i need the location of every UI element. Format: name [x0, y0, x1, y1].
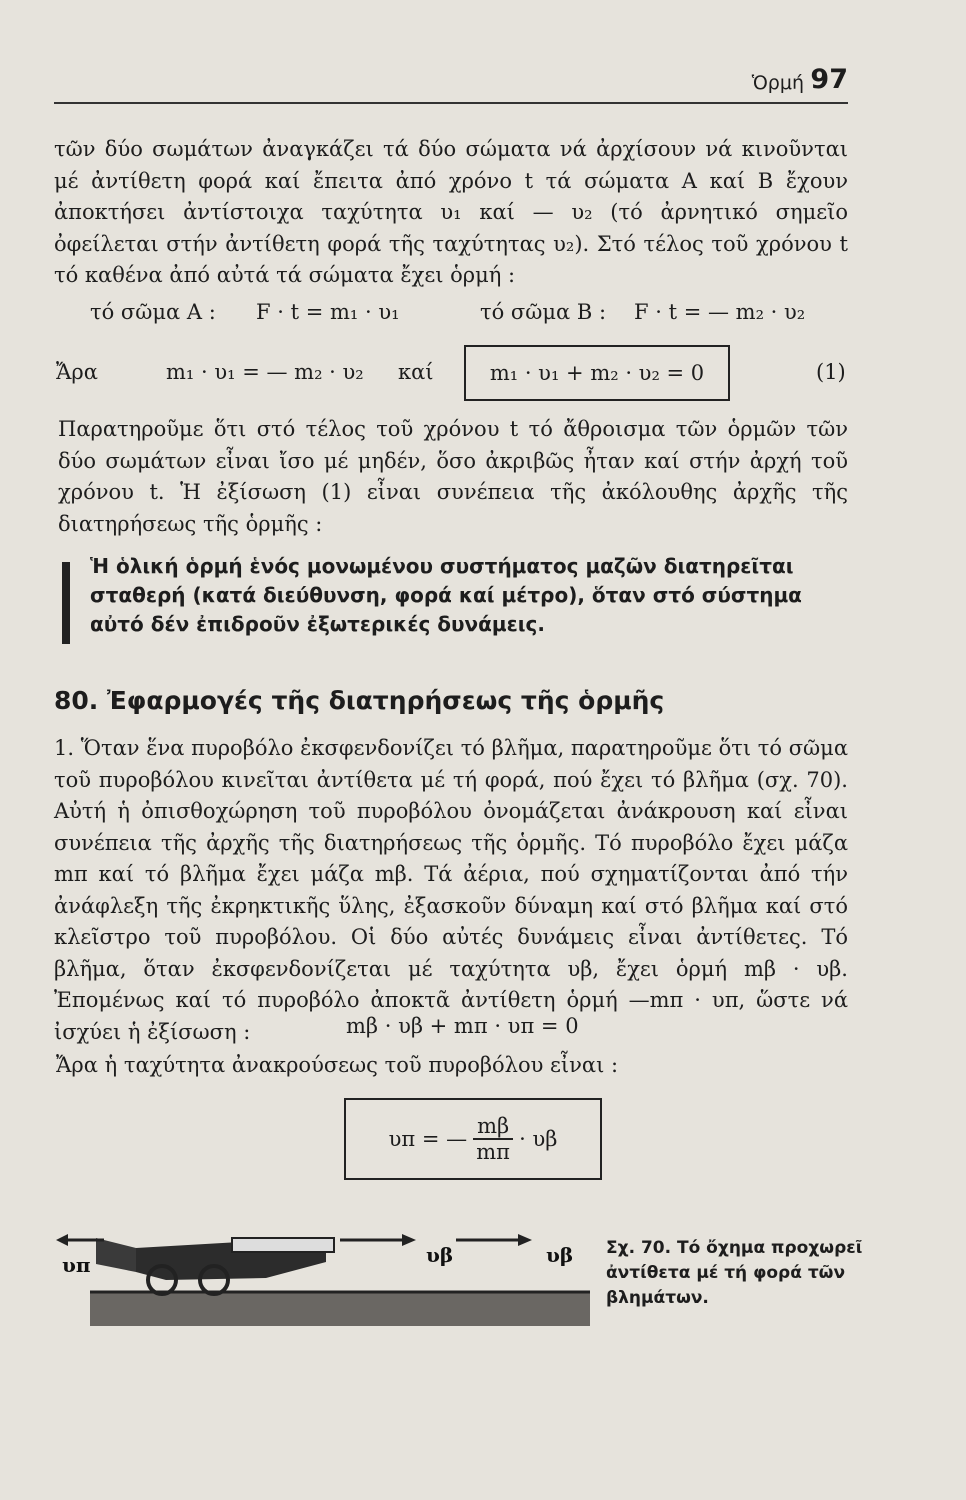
equation-number: (1)	[816, 360, 846, 384]
cannon-cart-figure	[56, 1218, 596, 1328]
cart-rear	[96, 1238, 136, 1272]
paragraph-1: τῶν δύο σωμάτων ἀναγκάζει τά δύο σώματα νά ἀρχίσουν νά κινοῦνται μέ ἀντίθετη φορά καί ἔπειτα ἀπό χρόνο t τά σώματα Α καί Β ἔχουν ἀποκτήσει ἀντίστοιχα ταχύτητα υ₁ καί — υ₂ (τό ἀρνητικό σημεῖο ὀφείλεται στήν ἀντίθετη φορά τῆς ταχύτητας υ₂). Στό τέλος τοῦ χρόνου t τό καθένα ἀπό αὐτά τά σώματα ἔχει ὁρμή :	[54, 137, 848, 287]
final-equation-lhs: υπ = —	[388, 1127, 468, 1151]
body-b-equation: F · t = — m₂ · υ₂	[634, 300, 806, 324]
law-side-bar	[62, 562, 70, 644]
label-v-beta-1: υβ	[426, 1243, 454, 1267]
body-b-label: τό σῶμα Β :	[480, 300, 607, 324]
fraction-denominator: mπ	[476, 1140, 510, 1164]
ground-block	[90, 1292, 590, 1326]
page-number: 97	[810, 64, 848, 95]
velocity-arrowhead-bullet-2	[518, 1234, 532, 1246]
equation-center: mβ · υβ + mπ · υπ = 0	[346, 1014, 579, 1038]
conservation-law-text: Ἡ ὁλική ὁρμή ἑνός μονωμένου συστήματος μαζῶν διατηρεῖται σταθερή (κατά διεύθυνση, φορά καί μέτρο), ὅταν στό σύστημα αὐτό δέν ἐπιδροῦν ἐξωτερικές δυνάμεις.	[90, 554, 802, 636]
boxed-equation-text: m₁ · υ₁ + m₂ · υ₂ = 0	[489, 361, 705, 385]
paragraph-2: Παρατηροῦμε ὅτι στό τέλος τοῦ χρόνου t τό ἄθροισμα τῶν ὁρμῶν τῶν δύο σωμάτων εἶναι ἴσο μέ μηδέν, ὅσο ἀκριβῶς ἦταν καί στήν ἀρχή τοῦ χρόνου t. Ἡ ἐξίσωση (1) εἶναι συνέπεια τῆς ἀκόλουθης ἀρχῆς τῆς διατηρήσεως τῆς ὁρμῆς :	[58, 417, 848, 536]
cannon-barrel	[232, 1238, 334, 1252]
final-equation-rhs: · υβ	[519, 1127, 558, 1151]
ara-speed-line: Ἄρα ἡ ταχύτητα ἀνακρούσεως τοῦ πυροβόλου εἶναι :	[56, 1053, 619, 1077]
fraction-numerator: mβ	[473, 1114, 513, 1140]
page-header	[54, 62, 848, 104]
conservation-law-box	[62, 552, 852, 644]
equation-momentum: m₁ · υ₁ = — m₂ · υ₂	[166, 360, 364, 384]
ara-word: Ἄρα	[56, 360, 98, 384]
kai-word: καί	[398, 360, 434, 384]
final-equation-box	[344, 1098, 602, 1180]
label-v-pi: υπ	[62, 1253, 91, 1277]
fraction	[473, 1114, 513, 1164]
section-heading: 80. Ἐφαρμογές τῆς διατηρήσεως τῆς ὁρμῆς	[54, 686, 665, 715]
body-a-equation: F · t = m₁ · υ₁	[256, 300, 400, 324]
velocity-arrowhead-bullet-1	[402, 1234, 416, 1246]
paragraph-3: 1. Ὅταν ἕνα πυροβόλο ἐκσφενδονίζει τό βλῆμα, παρατηροῦμε ὅτι τό σῶμα τοῦ πυροβόλου κινεῖται ἀντίθετα μέ τή φορά, πού ἔχει τό βλῆμα (σχ. 70). Αὐτή ἡ ὀπισθοχώρηση τοῦ πυροβόλου ὀνομάζεται ἀνάκρουση καί εἶναι συνέπεια τῆς ἀρχῆς τῆς διατηρήσεως τῆς ὁρμῆς. Τό πυροβόλο ἔχει μάζα mπ καί τό βλῆμα ἔχει μάζα mβ. Τά ἀέρια, πού σχηματίζονται ἀπό τήν ἀνάφλεξη τῆς ἐκρηκτικῆς ὕλης, ἐξασκοῦν δύναμη καί στό βλῆμα καί στό κλεῖστρο τοῦ πυροβόλου. Οἱ δύο αὐτές δυνάμεις εἶναι ἀντίθετες. Τό βλῆμα, ὅταν ἐκσφενδονίζεται μέ ταχύτητα υβ, ἔχει ὁρμή mβ · υβ. Ἐπομένως καί τό πυροβόλο ἀποκτᾶ ἀντίθετη ὁρμή —mπ · υπ, ὥστε νά ἰσχύει ἡ ἐξίσωση :	[54, 736, 848, 1044]
label-v-beta-2: υβ	[546, 1243, 574, 1267]
body-a-label: τό σῶμα Α :	[90, 300, 216, 324]
running-title: Ὁρμή	[751, 72, 804, 94]
figure-caption: Σχ. 70. Τό ὄχημα προχωρεῖ ἀντίθετα μέ τή φορά τῶν βλημάτων.	[606, 1238, 863, 1308]
boxed-equation	[464, 345, 730, 401]
velocity-arrowhead-back	[56, 1234, 68, 1246]
